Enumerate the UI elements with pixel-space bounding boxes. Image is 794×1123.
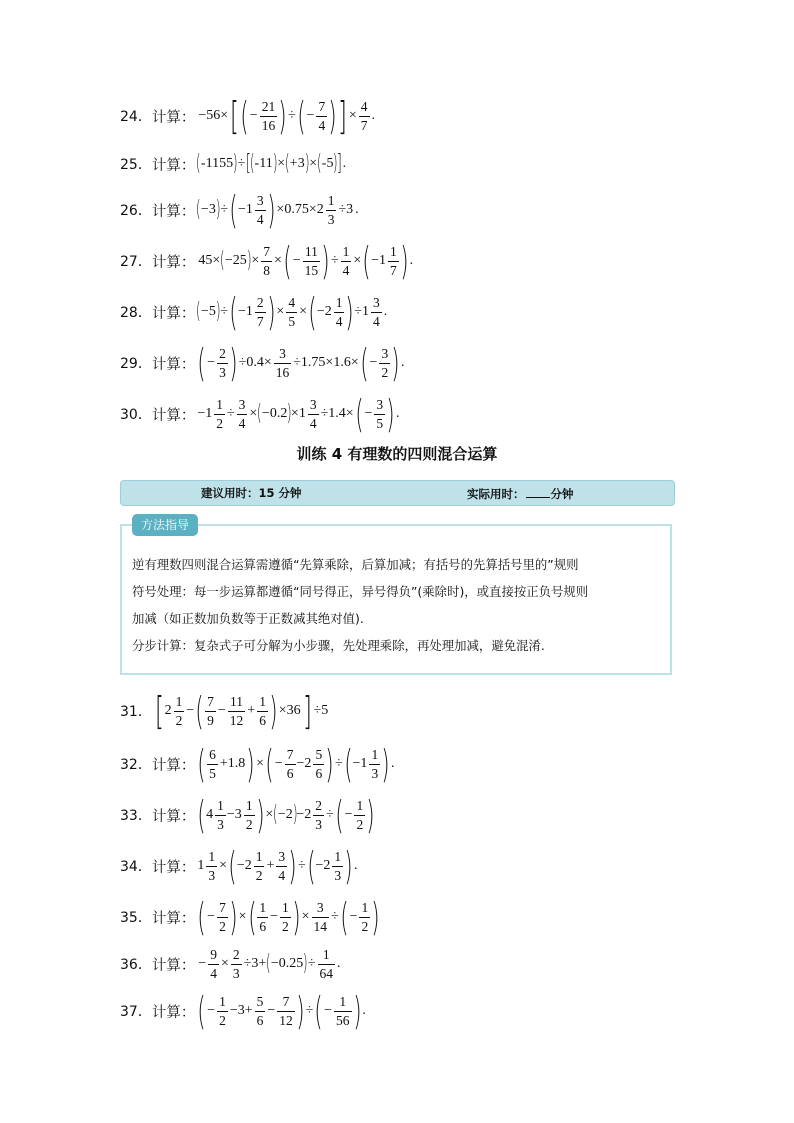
guide-line: 符号处理：每一步运算都遵循“同号得正，异号得负”(乘除时)，或直接按正负号规则	[132, 584, 589, 599]
problem-31	[120, 687, 329, 735]
problem-number: 31．	[120, 704, 152, 720]
problem-label: 计算：	[151, 356, 196, 373]
problem-label: 计算：	[151, 808, 196, 825]
problem-number: 26．	[120, 203, 152, 219]
method-guide-tag: 方法指导	[132, 514, 198, 536]
problem-label: 计算：	[151, 757, 196, 774]
problem-26	[120, 186, 360, 234]
problem-label: 计算：	[151, 157, 196, 174]
actual-time: 实际用时： 分钟	[467, 487, 574, 501]
problem-number: 30．	[120, 407, 152, 423]
problem-36	[120, 940, 342, 988]
problem-33	[120, 791, 375, 839]
section-title: 训练 4 有理数的四则混合运算	[296, 445, 498, 463]
problem-24	[120, 92, 376, 140]
math-expression: ( −3 ) ÷ ( −1 $\frac{3}{4}$ ) ×0.75×2 $\frac{1}{3}$ ÷3 .	[196, 188, 359, 232]
problem-29	[120, 339, 406, 387]
math-expression: −1 $\frac{1}{2}$ ÷ $\frac{3}{4}$ × ( −0.2 ) ×1 $\frac{3}{4}$ ÷1.4× ( − $\frac{3}{5}$ ) .	[197, 392, 400, 436]
problem-number: 37．	[120, 1004, 152, 1020]
problem-number: 35．	[120, 910, 152, 926]
problem-number: 33．	[120, 808, 152, 824]
problem-label: 计算：	[151, 254, 196, 271]
problem-number: 28．	[120, 305, 152, 321]
math-expression: ( − $\frac{1}{2}$ −3+ $\frac{5}{6}$ − $\frac{7}{12}$ ) ÷ ( − $\frac{1}{56}$ ) .	[197, 989, 366, 1033]
guide-line: 逆有理数四则混合运算需遵循“先算乘除，后算加减；有括号的先算括号里的”规则	[132, 557, 579, 572]
problem-label: 计算：	[151, 859, 196, 876]
math-expression: ( -1155 ) ÷ [ ( -11 ) × ( +3 ) × ( -5 ) ] .	[196, 151, 347, 176]
math-expression: 45× ( −25 ) × $\frac{7}{8}$ × ( − $\frac{11}{15}$ ) ÷ $\frac{1}{4}$ × ( −1 $\frac{1}{7}$ ) .	[198, 239, 414, 283]
time-bar	[120, 480, 675, 506]
math-expression: [ 2 $\frac{1}{2}$ − ( $\frac{7}{9}$ − $\frac{11}{12}$ + $\frac{1}{6}$ ) ×36 ] ÷5	[154, 689, 329, 733]
problem-label: 计算：	[151, 1004, 196, 1021]
math-expression: ( − $\frac{2}{3}$ ) ÷0.4× $\frac{3}{16}$ ÷1.75×1.6× ( − $\frac{3}{2}$ ) .	[197, 341, 405, 385]
problem-27	[120, 237, 414, 285]
problem-number: 36．	[120, 957, 152, 973]
problem-30	[120, 390, 400, 438]
problem-label: 计算：	[151, 910, 196, 927]
problem-label: 计算：	[151, 407, 196, 424]
suggested-time: 建议用时：15 分钟	[201, 486, 302, 500]
math-expression: ( − $\frac{7}{2}$ ) × ( $\frac{1}{6}$ − $\frac{1}{2}$ ) × $\frac{3}{14}$ ÷ ( − $\frac{1}{2}$ )	[197, 895, 380, 939]
problem-number: 29．	[120, 356, 152, 372]
problem-34	[120, 842, 358, 890]
math-expression: − $\frac{9}{4}$ × $\frac{2}{3}$ ÷3+ ( −0.25 ) ÷ $\frac{1}{64}$ .	[198, 947, 341, 981]
problem-number: 24．	[120, 109, 152, 125]
math-expression: ( 4 $\frac{1}{3}$ −3 $\frac{1}{2}$ ) × ( −2 ) −2 $\frac{2}{3}$ ÷ ( − $\frac{1}{2}$ )	[197, 793, 375, 837]
problem-32	[120, 740, 396, 788]
problem-28	[120, 288, 388, 336]
guide-line: 加减（如正数加负数等于正数减其绝对值).	[132, 611, 364, 626]
problem-number: 27．	[120, 254, 152, 270]
guide-line: 分步计算：复杂式子可分解为小步骤，先处理乘除，再处理加减，避免混淆.	[132, 638, 545, 653]
problem-25	[120, 140, 347, 188]
problem-35	[120, 893, 380, 941]
problem-label: 计算：	[151, 305, 196, 322]
problem-number: 34．	[120, 859, 152, 875]
math-expression: −56× [ ( − $\frac{21}{16}$ ) ÷ ( − $\frac{7}{4}$ ) ] × $\frac{4}{7}$ .	[198, 94, 375, 138]
actual-time-blank[interactable]	[526, 485, 550, 498]
math-expression: 1 $\frac{1}{3}$ × ( −2 $\frac{1}{2}$ + $\frac{3}{4}$ ) ÷ ( −2 $\frac{1}{3}$ ) .	[197, 844, 358, 888]
problem-37	[120, 987, 367, 1035]
math-expression: ( −5 ) ÷ ( −1 $\frac{2}{7}$ ) × $\frac{4}{5}$ × ( −2 $\frac{1}{4}$ ) ÷1 $\frac{3}{4}$ .	[196, 290, 388, 334]
problem-label: 计算：	[151, 203, 196, 220]
math-expression: ( $\frac{6}{5}$ +1.8 ) × ( − $\frac{7}{6}$ −2 $\frac{5}{6}$ ) ÷ ( −1 $\frac{1}{3}$ ) .	[197, 742, 395, 786]
problem-label: 计算：	[151, 109, 196, 126]
problem-label: 计算：	[151, 957, 196, 974]
problem-number: 25．	[120, 157, 152, 173]
problem-number: 32．	[120, 757, 152, 773]
